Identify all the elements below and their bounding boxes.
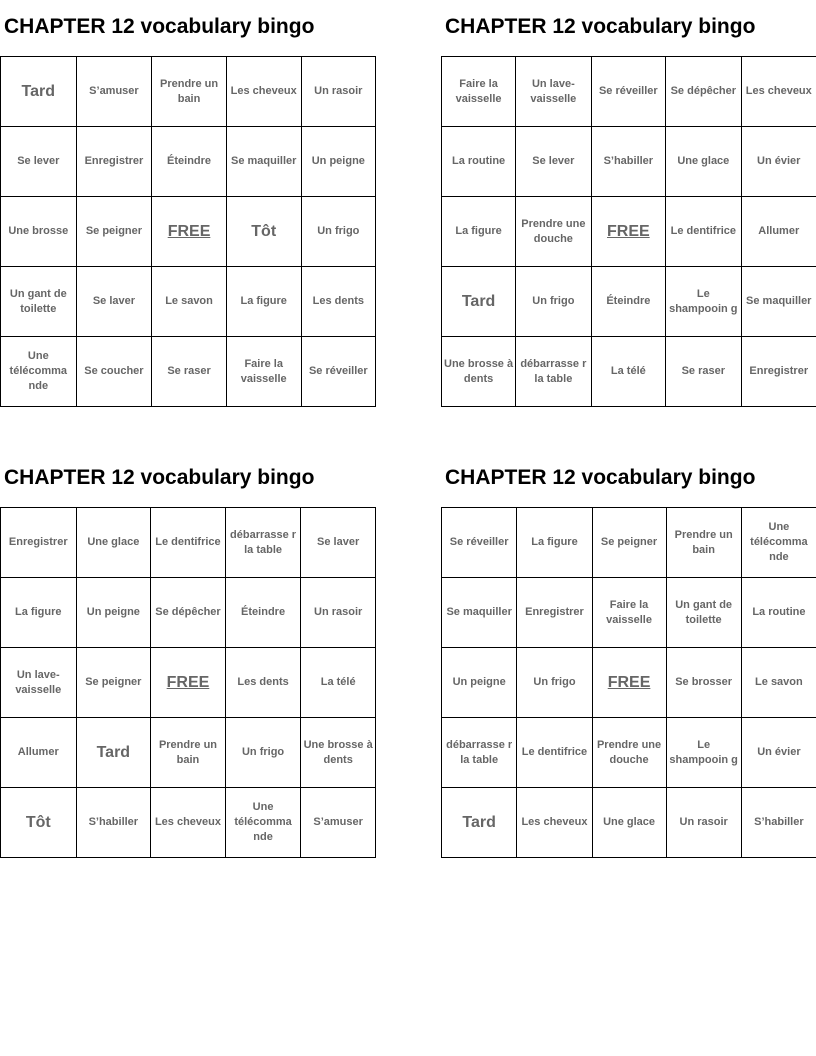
bingo-row — [442, 508, 816, 578]
bingo-cell: débarrasse r la table — [516, 337, 591, 407]
bingo-cell: Faire la vaisselle — [442, 57, 516, 127]
bingo-grid — [0, 507, 376, 858]
bingo-row — [1, 648, 376, 718]
bingo-cell: Un gant de toilette — [666, 578, 741, 648]
bingo-cell: La télé — [301, 648, 376, 718]
bingo-cell: Se coucher — [76, 337, 152, 407]
free-space: FREE — [151, 648, 226, 718]
bingo-cell: Se lever — [516, 127, 591, 197]
bingo-cell: S’habiller — [741, 788, 816, 858]
bingo-cell: Une télécomma nde — [225, 788, 301, 858]
bingo-cell: Un rasoir — [301, 57, 375, 127]
bingo-cell: Enregistrer — [1, 508, 77, 578]
bingo-cell: Se laver — [76, 267, 152, 337]
bingo-row — [1, 718, 376, 788]
bingo-row — [442, 648, 816, 718]
bingo-row — [442, 788, 816, 858]
bingo-row — [1, 127, 376, 197]
bingo-row — [1, 267, 376, 337]
bingo-row — [442, 267, 816, 337]
card-title: CHAPTER 12 vocabulary bingo — [4, 466, 315, 489]
bingo-cell: S’habiller — [76, 788, 151, 858]
bingo-cell: S’amuser — [301, 788, 376, 858]
bingo-cell: Les cheveux — [517, 788, 592, 858]
bingo-cell: Se peigner — [592, 508, 666, 578]
card-title: CHAPTER 12 vocabulary bingo — [445, 15, 756, 38]
bingo-cell: Enregistrer — [741, 337, 816, 407]
bingo-cell: Un rasoir — [301, 578, 376, 648]
bingo-cell: Se peigner — [76, 648, 151, 718]
bingo-grid — [0, 56, 376, 407]
bingo-cell: Un frigo — [516, 267, 591, 337]
bingo-cell: Éteindre — [152, 127, 226, 197]
bingo-row — [442, 57, 816, 127]
bingo-cell: Enregistrer — [517, 578, 592, 648]
bingo-cell: Un peigne — [442, 648, 517, 718]
bingo-cell: Tard — [76, 718, 151, 788]
bingo-cell: Une brosse — [1, 197, 77, 267]
bingo-cell: Se réveiller — [301, 337, 375, 407]
bingo-cell: Se maquiller — [741, 267, 816, 337]
bingo-cell: La télé — [591, 337, 666, 407]
bingo-cell: Tard — [442, 788, 517, 858]
bingo-cell: Un frigo — [517, 648, 592, 718]
bingo-cell: Prendre un bain — [151, 718, 226, 788]
bingo-row — [1, 578, 376, 648]
bingo-cell: Tôt — [1, 788, 77, 858]
bingo-cell: Les cheveux — [151, 788, 226, 858]
bingo-cell: Éteindre — [225, 578, 301, 648]
bingo-cell: Enregistrer — [76, 127, 152, 197]
bingo-cell: Éteindre — [591, 267, 666, 337]
bingo-cell: Se dépêcher — [666, 57, 741, 127]
bingo-cell: Se dépêcher — [151, 578, 226, 648]
bingo-cell: Les cheveux — [741, 57, 816, 127]
bingo-cell: S’habiller — [591, 127, 666, 197]
bingo-cell: S’amuser — [76, 57, 152, 127]
bingo-grid — [441, 56, 816, 407]
bingo-cell: Prendre un bain — [666, 508, 741, 578]
bingo-cell: Se brosser — [666, 648, 741, 718]
bingo-cell: Le shampooin g — [666, 718, 741, 788]
bingo-cell: Se maquiller — [442, 578, 517, 648]
bingo-cell: Une brosse à dents — [442, 337, 516, 407]
bingo-cell: Un lave-vaisselle — [1, 648, 77, 718]
bingo-cell: La figure — [226, 267, 301, 337]
bingo-cell: Un gant de toilette — [1, 267, 77, 337]
bingo-cell: Prendre un bain — [152, 57, 226, 127]
bingo-grid — [441, 507, 816, 858]
bingo-cell: Se raser — [152, 337, 226, 407]
bingo-cell: Se réveiller — [442, 508, 517, 578]
bingo-cell: Prendre une douche — [592, 718, 666, 788]
bingo-row — [442, 337, 816, 407]
bingo-cell: Une glace — [76, 508, 151, 578]
bingo-cell: Une glace — [666, 127, 741, 197]
bingo-row — [1, 197, 376, 267]
card-title: CHAPTER 12 vocabulary bingo — [4, 15, 315, 38]
bingo-cell: Le dentifrice — [151, 508, 226, 578]
bingo-cell: Les dents — [301, 267, 375, 337]
bingo-cell: Un évier — [741, 127, 816, 197]
bingo-cell: Tôt — [226, 197, 301, 267]
bingo-cell: Se lever — [1, 127, 77, 197]
bingo-cell: débarrasse r la table — [442, 718, 517, 788]
bingo-cell: La routine — [741, 578, 816, 648]
bingo-cell: Une glace — [592, 788, 666, 858]
bingo-cell: Les dents — [225, 648, 301, 718]
bingo-cell: Se peigner — [76, 197, 152, 267]
bingo-cell: Se maquiller — [226, 127, 301, 197]
bingo-row — [1, 508, 376, 578]
bingo-cell: Une brosse à dents — [301, 718, 376, 788]
bingo-cell: Le shampooin g — [666, 267, 741, 337]
bingo-cell: Le dentifrice — [666, 197, 741, 267]
bingo-cell: La routine — [442, 127, 516, 197]
bingo-cell: Allumer — [741, 197, 816, 267]
free-space: FREE — [591, 197, 666, 267]
bingo-cell: Un frigo — [225, 718, 301, 788]
bingo-row — [442, 127, 816, 197]
bingo-row — [442, 578, 816, 648]
bingo-cell: La figure — [442, 197, 516, 267]
bingo-row — [1, 788, 376, 858]
bingo-cell: Faire la vaisselle — [226, 337, 301, 407]
bingo-row — [442, 197, 816, 267]
bingo-cell: Un peigne — [301, 127, 375, 197]
bingo-cell: Un peigne — [76, 578, 151, 648]
bingo-cell: Se laver — [301, 508, 376, 578]
free-space: FREE — [152, 197, 226, 267]
bingo-cell: Le dentifrice — [517, 718, 592, 788]
bingo-cell: La figure — [1, 578, 77, 648]
bingo-cell: Une télécomma nde — [1, 337, 77, 407]
card-title: CHAPTER 12 vocabulary bingo — [445, 466, 756, 489]
bingo-cell: Un frigo — [301, 197, 375, 267]
bingo-cell: Les cheveux — [226, 57, 301, 127]
bingo-cell: Allumer — [1, 718, 77, 788]
bingo-cell: Prendre une douche — [516, 197, 591, 267]
bingo-cell: Tard — [442, 267, 516, 337]
bingo-row — [1, 337, 376, 407]
bingo-cell: Se raser — [666, 337, 741, 407]
bingo-cell: Se réveiller — [591, 57, 666, 127]
bingo-row — [442, 718, 816, 788]
bingo-cell: Une télécomma nde — [741, 508, 816, 578]
bingo-cell: débarrasse r la table — [225, 508, 301, 578]
bingo-cell: Un rasoir — [666, 788, 741, 858]
bingo-cell: Le savon — [741, 648, 816, 718]
bingo-cell: Un évier — [741, 718, 816, 788]
bingo-cell: Un lave-vaisselle — [516, 57, 591, 127]
bingo-row — [1, 57, 376, 127]
free-space: FREE — [592, 648, 666, 718]
bingo-cell: Tard — [1, 57, 77, 127]
bingo-cell: Le savon — [152, 267, 226, 337]
bingo-cell: La figure — [517, 508, 592, 578]
bingo-cell: Faire la vaisselle — [592, 578, 666, 648]
